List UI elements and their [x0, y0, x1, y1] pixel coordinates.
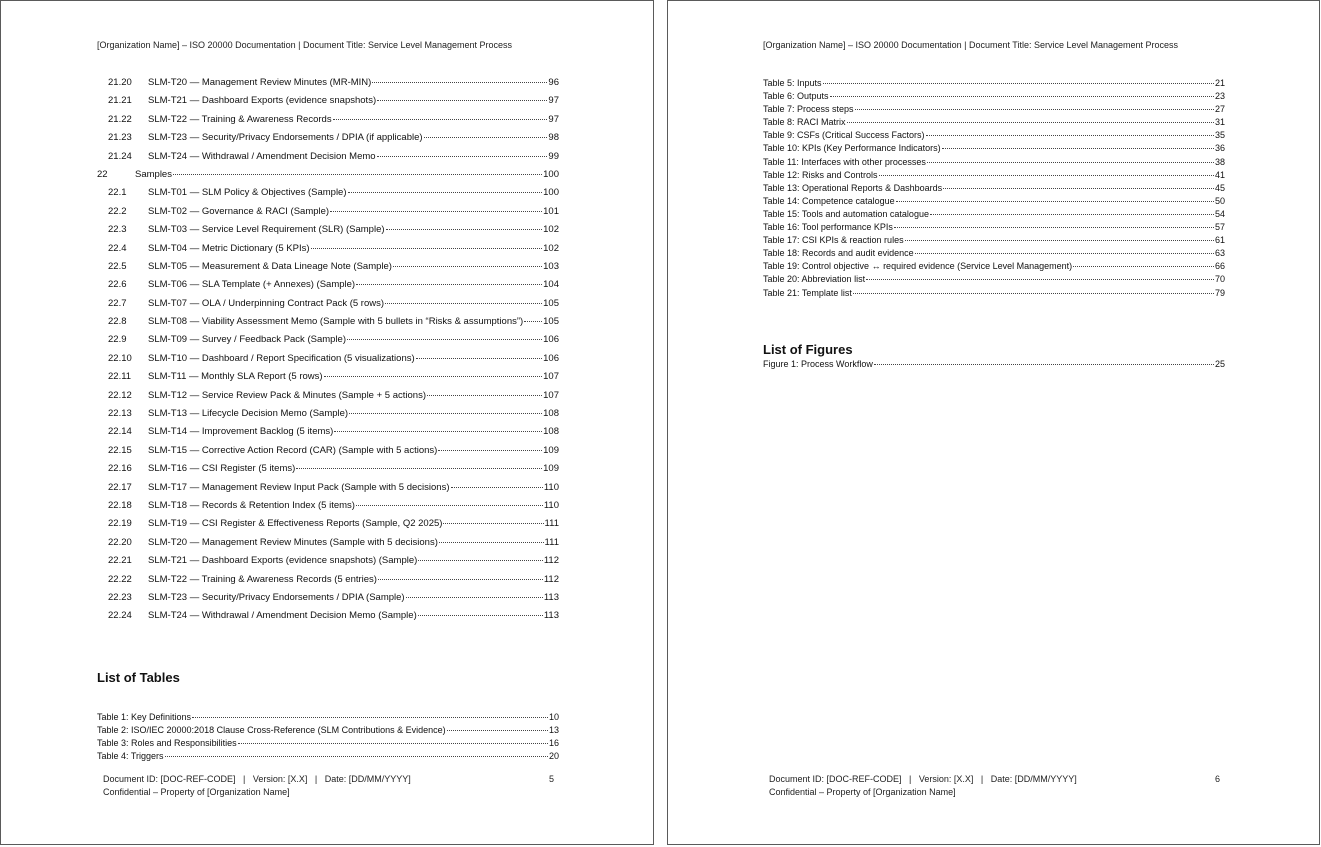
toc-entry-number: 21.21 — [108, 95, 132, 107]
table-of-contents — [97, 77, 559, 629]
toc-entry-page: 109 — [543, 463, 559, 475]
table-list-entry-page: 79 — [1214, 287, 1225, 298]
table-list-entry[interactable] — [763, 78, 1225, 91]
toc-entry-title: SLM-T17 — Management Review Input Pack (Sample with 5 decisions) — [148, 481, 450, 493]
toc-entry-page: 96 — [548, 77, 559, 88]
table-list-entry-title: Table 19: Control objective ↔ required evidence (Service Level Management) — [763, 261, 1073, 272]
toc-entry-page: 98 — [548, 132, 559, 144]
toc-leader-dots — [418, 560, 543, 561]
footer-confidential: Confidential – Property of [Organization Name] — [103, 787, 290, 797]
toc-entry-title: SLM-T24 — Withdrawal / Amendment Decision Memo (Sample) — [148, 610, 417, 622]
table-list-entry[interactable] — [763, 157, 1225, 170]
toc-leader-dots — [438, 450, 542, 451]
table-list-entry-title: Table 18: Records and audit evidence — [763, 248, 914, 259]
toc-leader-dots — [334, 431, 542, 432]
toc-entry-page: 109 — [543, 444, 559, 456]
list-of-tables-continued — [763, 78, 1225, 301]
toc-entry-title: SLM-T02 — Governance & RACI (Sample) — [148, 205, 330, 217]
table-list-entry-page: 27 — [1214, 104, 1225, 115]
table-list-entry-title: Table 3: Roles and Responsibilities — [97, 738, 237, 749]
toc-entry-title: SLM-T11 — Monthly SLA Report (5 rows) — [148, 371, 323, 383]
toc-entry-page: 106 — [543, 334, 559, 346]
toc-entry-number: 22.15 — [108, 444, 132, 456]
toc-entry-number: 22.18 — [108, 499, 132, 511]
table-list-entry[interactable] — [763, 288, 1225, 301]
toc-leader-dots — [378, 579, 543, 580]
page-footer — [769, 774, 1220, 800]
toc-entry-title: SLM-T16 — CSI Register (5 items) — [148, 463, 296, 475]
toc-entry-page: 99 — [548, 150, 559, 162]
toc-entry[interactable] — [97, 114, 559, 132]
leader-dots — [874, 364, 1214, 365]
table-list-entry-page: 50 — [1214, 195, 1225, 206]
leader-dots — [447, 730, 548, 731]
toc-entry-number: 22.3 — [108, 224, 127, 236]
table-list-entry[interactable] — [763, 209, 1225, 222]
toc-entry-number: 21.22 — [108, 113, 132, 125]
toc-entry-title: SLM-T01 — SLM Policy & Objectives (Sample) — [148, 187, 347, 199]
toc-entry-number: 22.12 — [108, 389, 132, 401]
toc-entry-page: 112 — [543, 555, 559, 567]
list-of-figures — [763, 359, 1225, 372]
toc-entry-page: 102 — [543, 242, 559, 254]
toc-entry-number: 22 — [97, 168, 108, 180]
toc-leader-dots — [451, 487, 543, 488]
toc-entry-title: SLM-T20 — Management Review Minutes (MR-MIN) — [148, 77, 372, 88]
toc-leader-dots — [356, 505, 543, 506]
leader-dots — [927, 162, 1214, 163]
toc-leader-dots — [524, 321, 542, 322]
page-header: [Organization Name] – ISO 20000 Documentation | Document Title: Service Level Management Process — [763, 40, 1179, 50]
toc-entry[interactable] — [97, 353, 559, 371]
table-list-entry-page: 13 — [548, 725, 559, 736]
table-list-entry[interactable] — [763, 130, 1225, 143]
table-list-entry-page: 36 — [1214, 143, 1225, 154]
table-list-entry[interactable] — [763, 117, 1225, 130]
toc-entry-page: 113 — [543, 610, 559, 622]
toc-leader-dots — [333, 119, 548, 120]
toc-entry-number: 22.5 — [108, 260, 127, 272]
toc-entry-number: 22.4 — [108, 242, 127, 254]
toc-entry-title: SLM-T24 — Withdrawal / Amendment Decision Memo — [148, 150, 376, 162]
figure-list-entry-title: Figure 1: Process Workflow — [763, 359, 873, 369]
toc-entry-title: SLM-T19 — CSI Register & Effectiveness Reports (Sample, Q2 2025) — [148, 518, 443, 530]
toc-entry-number: 22.2 — [108, 205, 127, 217]
toc-entry-number: 22.14 — [108, 426, 132, 438]
table-list-entry[interactable] — [763, 143, 1225, 156]
toc-entry-title: SLM-T06 — SLA Template (+ Annexes) (Sample) — [148, 279, 356, 291]
toc-entry-page: 107 — [543, 389, 559, 401]
page-header: [Organization Name] – ISO 20000 Documentation | Document Title: Service Level Management Process — [97, 40, 513, 50]
table-list-entry-page: 16 — [548, 738, 559, 749]
leader-dots — [879, 175, 1214, 176]
toc-leader-dots — [439, 542, 544, 543]
toc-entry-page: 112 — [543, 573, 559, 585]
toc-entry-title: SLM-T13 — Lifecycle Decision Memo (Sample) — [148, 408, 349, 420]
toc-entry-title: SLM-T08 — Viability Assessment Memo (Sample with 5 bullets in “Risks & assumptions”) — [148, 316, 524, 328]
toc-entry[interactable] — [97, 555, 559, 573]
leader-dots — [915, 253, 1214, 254]
toc-entry-title: SLM-T12 — Service Review Pack & Minutes (Sample + 5 actions) — [148, 389, 426, 401]
table-list-entry-title: Table 5: Inputs — [763, 78, 822, 88]
figure-list-entry-page: 25 — [1214, 359, 1225, 369]
toc-entry-page: 100 — [543, 187, 559, 199]
toc-entry-number: 22.17 — [108, 481, 132, 493]
toc-entry[interactable] — [97, 243, 559, 261]
table-list-entry-page: 23 — [1214, 91, 1225, 102]
toc-leader-dots — [324, 376, 543, 377]
toc-entry-page: 105 — [543, 297, 559, 309]
toc-entry-title: SLM-T23 — Security/Privacy Endorsements / DPIA (if applicable) — [148, 132, 423, 144]
toc-entry-number: 22.19 — [108, 518, 132, 530]
table-list-entry[interactable] — [763, 170, 1225, 183]
toc-entry-page: 110 — [543, 499, 559, 511]
toc-leader-dots — [416, 358, 542, 359]
leader-dots — [943, 188, 1214, 189]
table-list-entry-title: Table 4: Triggers — [97, 751, 164, 762]
toc-leader-dots — [348, 192, 543, 193]
toc-entry-number: 22.24 — [108, 610, 132, 622]
toc-entry-title: SLM-T04 — Metric Dictionary (5 KPIs) — [148, 242, 310, 254]
toc-entry-title: SLM-T23 — Security/Privacy Endorsements / DPIA (Sample) — [148, 591, 405, 603]
toc-entry-title: SLM-T09 — Survey / Feedback Pack (Sample) — [148, 334, 346, 346]
toc-leader-dots — [296, 468, 542, 469]
table-list-entry-title: Table 16: Tool performance KPIs — [763, 222, 893, 233]
toc-leader-dots — [330, 211, 542, 212]
table-list-entry-page: 20 — [548, 751, 559, 762]
leader-dots — [823, 83, 1214, 84]
page-footer — [103, 774, 554, 800]
toc-entry[interactable] — [97, 390, 559, 408]
toc-entry[interactable] — [97, 592, 559, 610]
toc-entry[interactable] — [97, 482, 559, 500]
toc-entry-number: 22.8 — [108, 316, 127, 328]
table-list-entry-page: 66 — [1214, 261, 1225, 272]
toc-entry[interactable] — [97, 408, 559, 426]
toc-entry[interactable] — [97, 518, 559, 536]
toc-entry-title: SLM-T18 — Records & Retention Index (5 items) — [148, 499, 355, 511]
toc-entry[interactable] — [97, 537, 559, 555]
toc-entry[interactable] — [97, 187, 559, 205]
toc-entry[interactable] — [97, 426, 559, 444]
toc-entry-number: 22.13 — [108, 408, 132, 420]
table-list-entry-page: 21 — [1214, 78, 1225, 88]
table-list-entry-page: 54 — [1214, 208, 1225, 219]
toc-entry-page: 97 — [548, 113, 559, 125]
table-list-entry-title: Table 20: Abbreviation list — [763, 274, 866, 285]
table-list-entry-title: Table 14: Competence catalogue — [763, 195, 895, 206]
document-page-5 — [0, 0, 654, 845]
table-list-entry[interactable] — [97, 712, 559, 725]
toc-entry-page: 106 — [543, 352, 559, 364]
leader-dots — [192, 717, 548, 718]
table-list-entry-title: Table 11: Interfaces with other processes — [763, 156, 926, 167]
table-list-entry-page: 61 — [1214, 235, 1225, 246]
toc-entry-number: 21.24 — [108, 150, 132, 162]
toc-leader-dots — [377, 156, 548, 157]
toc-leader-dots — [424, 137, 548, 138]
toc-leader-dots — [406, 597, 543, 598]
toc-entry[interactable] — [97, 445, 559, 463]
toc-entry-page: 101 — [543, 205, 559, 217]
table-list-entry-page: 45 — [1214, 182, 1225, 193]
toc-entry-number: 22.1 — [108, 187, 127, 199]
toc-entry-page: 113 — [543, 591, 559, 603]
leader-dots — [830, 96, 1214, 97]
leader-dots — [238, 743, 548, 744]
footer-page-number: 6 — [1214, 774, 1220, 784]
toc-entry[interactable] — [97, 298, 559, 316]
table-list-entry-title: Table 2: ISO/IEC 20000:2018 Clause Cross-Reference (SLM Contributions & Evidence) — [97, 725, 446, 736]
leader-dots — [930, 214, 1214, 215]
table-list-entry-page: 41 — [1214, 169, 1225, 180]
list-of-tables — [97, 712, 559, 764]
toc-entry[interactable] — [97, 151, 559, 169]
toc-entry-title: SLM-T14 — Improvement Backlog (5 items) — [148, 426, 334, 438]
toc-leader-dots — [173, 174, 542, 175]
toc-entry-number: 21.20 — [108, 77, 132, 88]
toc-entry-page: 105 — [543, 316, 559, 328]
toc-leader-dots — [377, 100, 547, 101]
leader-dots — [942, 148, 1214, 149]
toc-entry-title: SLM-T03 — Service Level Requirement (SLR) (Sample) — [148, 224, 385, 236]
footer-confidential: Confidential – Property of [Organization Name] — [769, 787, 956, 797]
toc-leader-dots — [349, 413, 542, 414]
toc-entry-page: 104 — [543, 279, 559, 291]
table-list-entry-title: Table 8: RACI Matrix — [763, 117, 846, 128]
toc-leader-dots — [311, 248, 543, 249]
toc-entry-title: Samples — [135, 168, 172, 180]
toc-leader-dots — [372, 82, 547, 83]
table-list-entry[interactable] — [763, 235, 1225, 248]
toc-entry-number: 22.11 — [108, 371, 132, 383]
table-list-entry[interactable] — [763, 222, 1225, 235]
table-list-entry-title: Table 9: CSFs (Critical Success Factors) — [763, 130, 925, 141]
leader-dots — [853, 293, 1214, 294]
toc-entry[interactable] — [97, 463, 559, 481]
toc-entry-number: 22.7 — [108, 297, 127, 309]
table-list-entry-title: Table 13: Operational Reports & Dashboards — [763, 182, 943, 193]
toc-entry-page: 103 — [543, 260, 559, 272]
footer-document-meta: Document ID: [DOC-REF-CODE] | Version: [X.X] | Date: [DD/MM/YYYY] — [103, 774, 411, 784]
table-list-entry[interactable] — [763, 196, 1225, 209]
leader-dots — [165, 756, 548, 757]
toc-entry-page: 97 — [548, 95, 559, 107]
table-list-entry-page: 10 — [548, 712, 559, 722]
toc-entry-number: 22.21 — [108, 555, 132, 567]
table-list-entry-title: Table 1: Key Definitions — [97, 712, 192, 722]
table-list-entry-title: Table 6: Outputs — [763, 91, 829, 102]
list-of-figures-heading: List of Figures — [763, 342, 853, 357]
figure-list-entry[interactable] — [763, 359, 1225, 372]
toc-entry-number: 22.6 — [108, 279, 127, 291]
table-list-entry[interactable] — [763, 91, 1225, 104]
toc-leader-dots — [356, 284, 542, 285]
leader-dots — [926, 135, 1214, 136]
toc-entry[interactable] — [97, 316, 559, 334]
toc-entry-title: SLM-T22 — Training & Awareness Records (5 entries) — [148, 573, 377, 585]
table-list-entry-title: Table 7: Process steps — [763, 104, 854, 115]
list-of-tables-heading: List of Tables — [97, 670, 180, 685]
toc-entry-page: 108 — [543, 408, 559, 420]
toc-entry-page: 107 — [543, 371, 559, 383]
document-page-6 — [667, 0, 1320, 845]
toc-entry[interactable] — [97, 95, 559, 113]
table-list-entry-page: 63 — [1214, 248, 1225, 259]
toc-entry-title: SLM-T05 — Measurement & Data Lineage Note (Sample) — [148, 260, 392, 272]
table-list-entry-page: 35 — [1214, 130, 1225, 141]
table-list-entry[interactable] — [763, 248, 1225, 261]
footer-page-number: 5 — [548, 774, 554, 784]
toc-entry-number: 21.23 — [108, 132, 132, 144]
toc-entry-title: SLM-T22 — Training & Awareness Records — [148, 113, 332, 125]
toc-entry[interactable] — [97, 279, 559, 297]
toc-entry[interactable] — [97, 334, 559, 352]
leader-dots — [866, 279, 1214, 280]
toc-entry[interactable] — [97, 371, 559, 389]
toc-leader-dots — [427, 395, 542, 396]
table-list-entry-title: Table 17: CSI KPIs & reaction rules — [763, 235, 904, 246]
toc-entry[interactable] — [97, 132, 559, 150]
table-list-entry-title: Table 10: KPIs (Key Performance Indicators) — [763, 143, 941, 154]
toc-entry-title: SLM-T15 — Corrective Action Record (CAR) (Sample with 5 actions) — [148, 444, 438, 456]
table-list-entry[interactable] — [763, 261, 1225, 274]
table-list-entry[interactable] — [763, 183, 1225, 196]
leader-dots — [896, 201, 1214, 202]
toc-entry-number: 22.22 — [108, 573, 132, 585]
leader-dots — [894, 227, 1214, 228]
toc-entry[interactable] — [97, 610, 559, 628]
table-list-entry-page: 38 — [1214, 156, 1225, 167]
toc-entry[interactable] — [97, 206, 559, 224]
toc-leader-dots — [418, 615, 543, 616]
toc-leader-dots — [347, 339, 542, 340]
toc-entry[interactable] — [97, 77, 559, 95]
toc-entry[interactable] — [97, 261, 559, 279]
toc-entry-page: 100 — [543, 168, 559, 180]
toc-leader-dots — [393, 266, 542, 267]
toc-entry-page: 111 — [544, 518, 559, 530]
table-list-entry[interactable] — [763, 104, 1225, 117]
leader-dots — [905, 240, 1214, 241]
toc-entry-number: 22.9 — [108, 334, 127, 346]
toc-entry[interactable] — [97, 500, 559, 518]
toc-entry-number: 22.23 — [108, 591, 132, 603]
toc-leader-dots — [443, 523, 543, 524]
toc-entry-title: SLM-T10 — Dashboard / Report Specification (5 visualizations) — [148, 352, 415, 364]
toc-entry-page: 110 — [543, 481, 559, 493]
table-list-entry-page: 70 — [1214, 274, 1225, 285]
table-list-entry[interactable] — [97, 725, 559, 738]
table-list-entry-title: Table 15: Tools and automation catalogue — [763, 208, 929, 219]
table-list-entry-title: Table 21: Template list — [763, 287, 852, 298]
toc-entry-number: 22.16 — [108, 463, 132, 475]
toc-entry[interactable] — [97, 574, 559, 592]
toc-entry-title: SLM-T20 — Management Review Minutes (Sample with 5 decisions) — [148, 536, 438, 548]
table-list-entry[interactable] — [97, 751, 559, 764]
table-list-entry[interactable] — [97, 738, 559, 751]
leader-dots — [855, 109, 1214, 110]
table-list-entry-page: 31 — [1214, 117, 1225, 128]
toc-entry-number: 22.10 — [108, 352, 132, 364]
leader-dots — [1073, 266, 1214, 267]
footer-document-meta: Document ID: [DOC-REF-CODE] | Version: [X.X] | Date: [DD/MM/YYYY] — [769, 774, 1077, 784]
toc-entry-page: 111 — [544, 536, 559, 548]
toc-entry[interactable] — [97, 169, 559, 187]
toc-entry[interactable] — [97, 224, 559, 242]
toc-entry-title: SLM-T21 — Dashboard Exports (evidence snapshots) — [148, 95, 377, 107]
toc-leader-dots — [386, 229, 543, 230]
toc-entry-page: 108 — [543, 426, 559, 438]
toc-entry-title: SLM-T21 — Dashboard Exports (evidence snapshots) (Sample) — [148, 555, 418, 567]
toc-entry-page: 102 — [543, 224, 559, 236]
toc-entry-title: SLM-T07 — OLA / Underpinning Contract Pack (5 rows) — [148, 297, 385, 309]
toc-entry-number: 22.20 — [108, 536, 132, 548]
table-list-entry[interactable] — [763, 274, 1225, 287]
table-list-entry-title: Table 12: Risks and Controls — [763, 169, 878, 180]
toc-leader-dots — [385, 303, 542, 304]
table-list-entry-page: 57 — [1214, 222, 1225, 233]
leader-dots — [847, 122, 1214, 123]
